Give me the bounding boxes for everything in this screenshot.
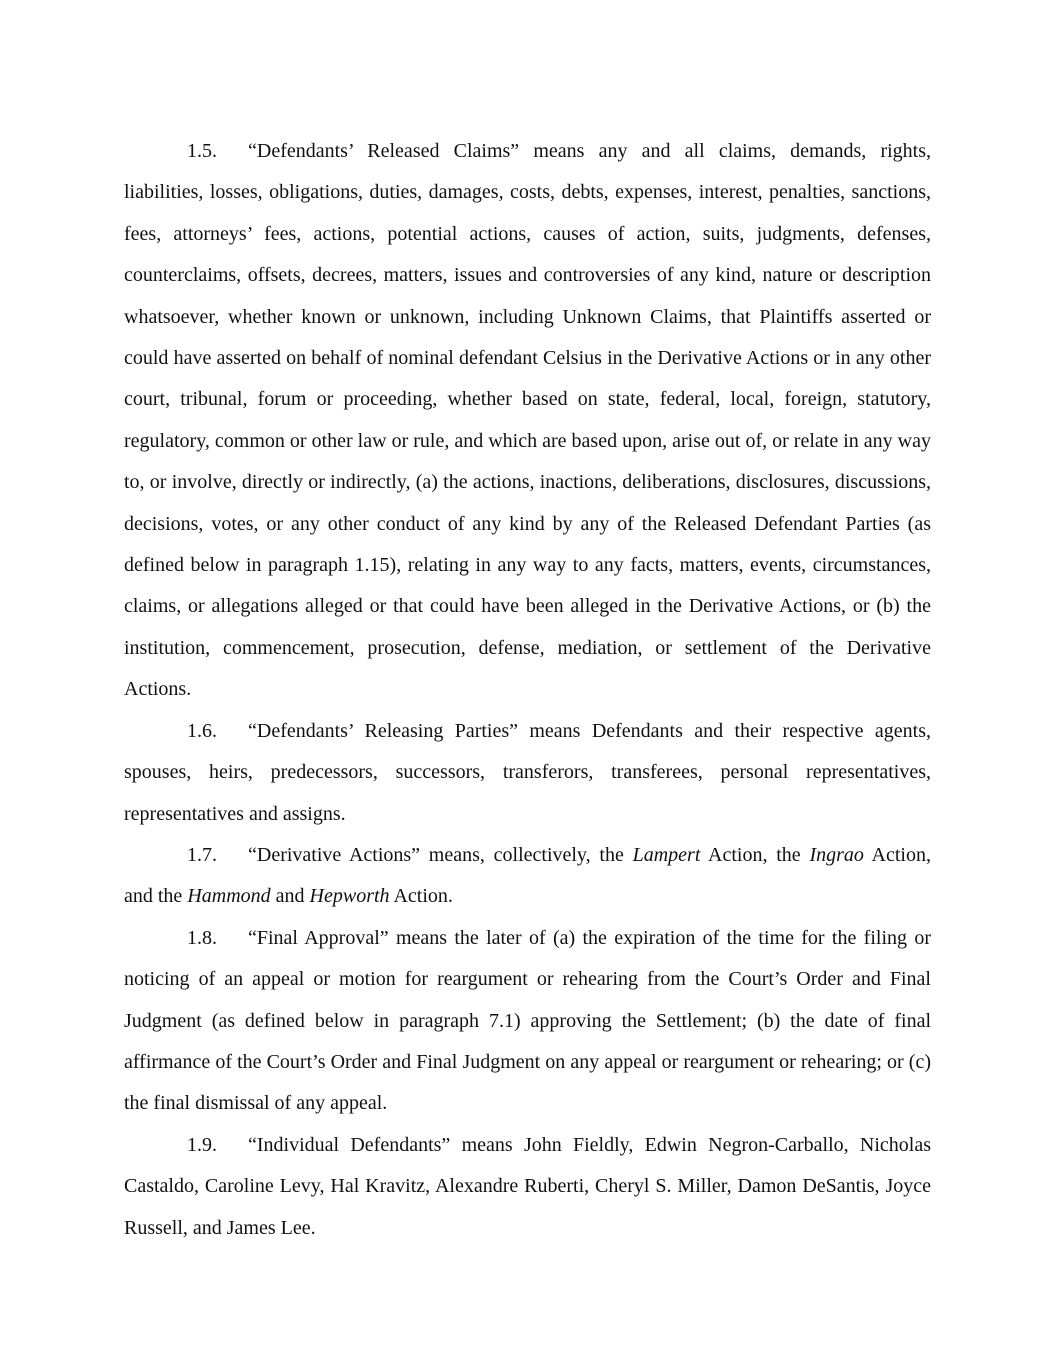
paragraph-text: Action, the — [700, 843, 810, 866]
paragraph-1-5 — [124, 131, 931, 711]
paragraph-1-6 — [124, 711, 931, 835]
paragraph-text: “Defendants’ Releasing Parties” means Defendants and their respective agents, spouses, heirs, predecessors, successors, transferors, transferees, personal representatives, representatives and assigns. — [124, 719, 931, 825]
paragraph-1-7 — [124, 835, 931, 918]
paragraph-text: “Final Approval” means the later of (a) the expiration of the time for the filing or noticing of an appeal or motion for reargument or rehearing from the Court’s Order and Final Judgment (as defined below in paragraph 7.1) approving the Settlement; (b) the date of final affirmance of the Court’s Order and Final Judgment on any appeal or reargument or rehearing; or (c) the final dismissal of any appeal. — [124, 926, 931, 1115]
paragraph-text: “Defendants’ Released Claims” means any and all claims, demands, rights, liabilities, losses, obligations, duties, damages, costs, debts, expenses, interest, penalties, sanctions, fees, attorneys’ fees, actions, potential actions, causes of action, suits, judgments, defenses, counterclaims, offsets, decrees, matters, issues and controversies of any kind, nature or description whatsoever, whether known or unknown, including Unknown Claims, that Plaintiffs asserted or could have asserted on behalf of nominal defendant Celsius in the Derivative Actions or in any other court, tribunal, forum or proceeding, whether based on state, federal, local, foreign, statutory, regulatory, common or other law or rule, and which are based upon, arise out of, or relate in any way to, or involve, directly or indirectly, (a) the actions, inactions, deliberations, disclosures, discussions, decisions, votes, or any other conduct of any kind by any of the Released Defendant Parties (as defined below in paragraph 1.15), relating in any way to any facts, matters, events, circumstances, claims, or allegations alleged or that could have been alleged in the Derivative Actions, or (b) the institution, commencement, prosecution, defense, mediation, or settlement of the Derivative Actions. — [124, 140, 931, 701]
document-page — [124, 131, 931, 1249]
paragraph-number: 1.8. — [187, 926, 217, 949]
paragraph-text: Action, and the — [124, 843, 931, 908]
case-name-lampert: Lampert — [632, 843, 701, 866]
paragraph-number: 1.9. — [187, 1133, 217, 1156]
paragraph-text: “Individual Defendants” means John Fieldly, Edwin Negron-Carballo, Nicholas Castaldo, Caroline Levy, Hal Kravitz, Alexandre Ruberti, Cheryl S. Miller, Damon DeSantis, Joyce Russell, and James Lee. — [124, 1133, 931, 1239]
paragraph-text: and — [270, 885, 310, 908]
paragraph-1-8 — [124, 918, 931, 1125]
case-name-ingrao: Ingrao — [809, 843, 864, 866]
paragraph-number: 1.7. — [187, 843, 217, 866]
case-name-hepworth: Hepworth — [309, 885, 390, 908]
paragraph-text: “Derivative Actions” means, collectively, the — [248, 843, 633, 866]
case-name-hammond: Hammond — [187, 885, 271, 908]
paragraph-text: Action. — [389, 885, 453, 908]
paragraph-number: 1.5. — [187, 140, 217, 162]
paragraph-1-9 — [124, 1125, 931, 1249]
paragraph-number: 1.6. — [187, 719, 217, 742]
